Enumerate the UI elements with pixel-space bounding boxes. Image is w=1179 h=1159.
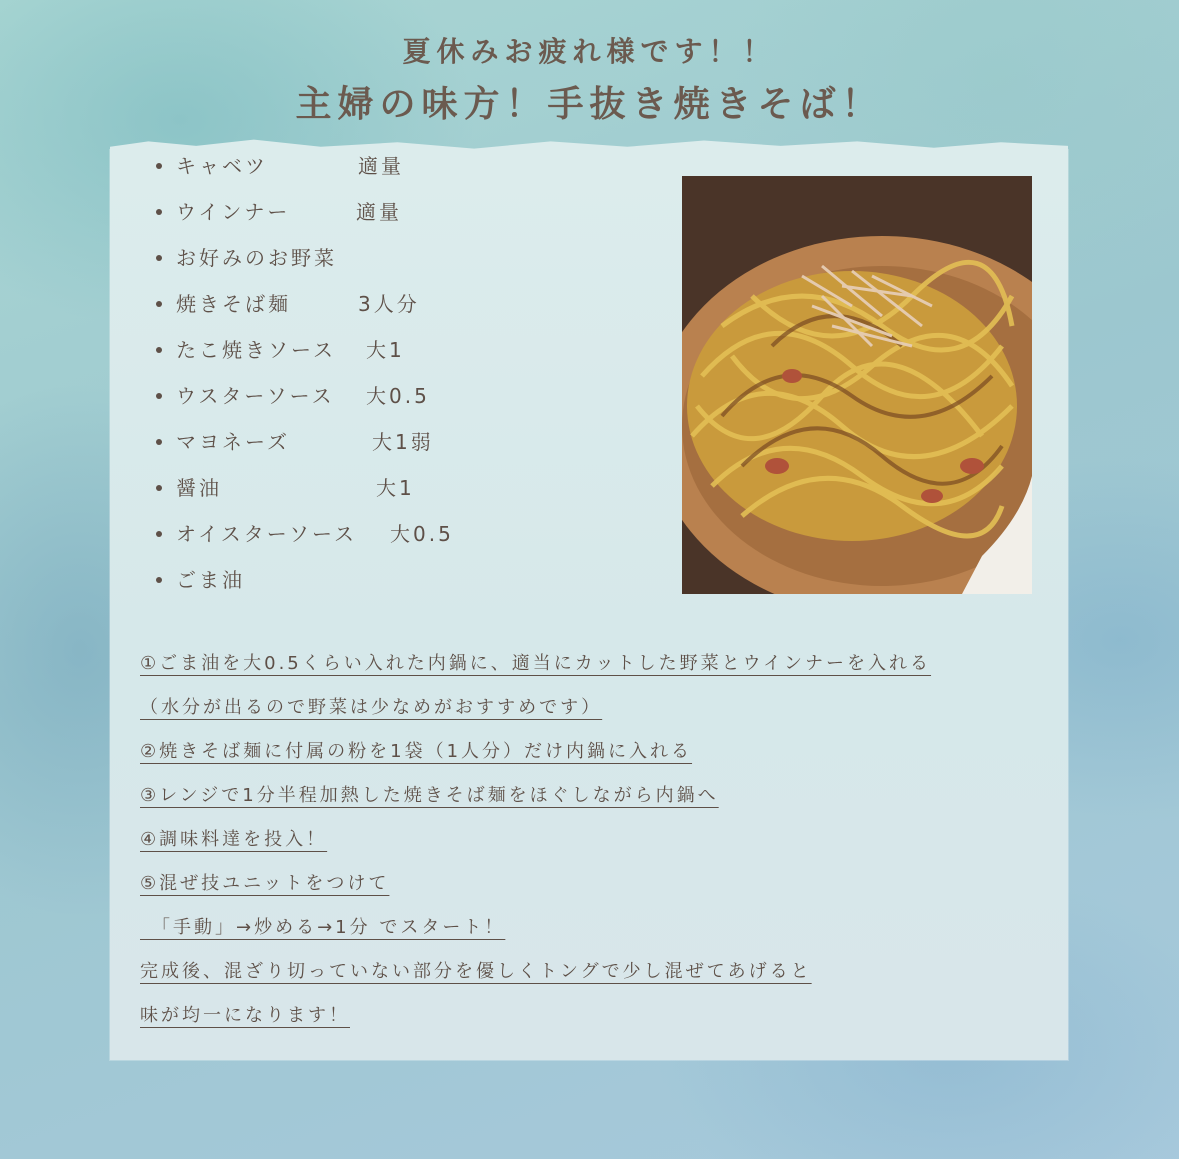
- instruction-text: ①ごま油を大0.5くらい入れた内鍋に、適当にカットした野菜とウインナーを入れる: [140, 653, 932, 674]
- instruction-line: [140, 740, 1020, 784]
- ingredient-amount: 大0.5: [366, 384, 430, 408]
- yakisoba-photo: [682, 176, 1032, 594]
- instruction-line: [140, 916, 1020, 960]
- ingredient-amount: 3人分: [358, 292, 420, 316]
- ingredient-name: 焼きそば麺: [176, 292, 291, 316]
- ingredient-name: マヨネーズ: [176, 430, 290, 454]
- ingredient-item: [150, 292, 420, 338]
- instruction-line: [140, 960, 1020, 1004]
- instruction-text: ③レンジで1分半程加熱した焼きそば麺をほぐしながら内鍋へ: [140, 785, 719, 806]
- instruction-line: [140, 696, 1020, 740]
- ingredient-amount: 大1: [366, 338, 405, 362]
- ingredient-name: キャベツ: [176, 154, 268, 178]
- instruction-text: ②焼きそば麺に付属の粉を1袋（1人分）だけ内鍋に入れる: [140, 741, 693, 762]
- ingredient-amount: 大1弱: [372, 430, 434, 454]
- ingredient-item: [150, 154, 404, 200]
- ingredient-name: ウインナー: [176, 200, 291, 224]
- ingredient-name: オイスターソース: [176, 522, 357, 546]
- ingredient-name: お好みのお野菜: [176, 246, 337, 270]
- subtitle: 夏休みお疲れ様です！！: [402, 35, 777, 68]
- ingredient-item: [150, 384, 430, 430]
- ingredient-name: ごま油: [176, 568, 245, 592]
- page-title: 主婦の味方！手抜き焼きそば！: [295, 84, 884, 125]
- ingredient-amount: 大0.5: [390, 522, 454, 546]
- ingredient-amount: 適量: [358, 154, 404, 178]
- instruction-line: [140, 872, 1020, 916]
- yakisoba-plate-illustration: [682, 176, 1032, 594]
- ingredient-item: [150, 522, 454, 568]
- instruction-text: 「手動」→炒める→1分 でスタート！: [140, 917, 506, 938]
- ingredient-amount: 適量: [356, 200, 402, 224]
- instruction-text: ⑤混ぜ技ユニットをつけて: [140, 873, 390, 894]
- instruction-text: （水分が出るので野菜は少なめがおすすめです）: [140, 697, 603, 718]
- ingredient-list: [150, 154, 454, 614]
- instructions: [140, 652, 1020, 1048]
- ingredient-item: [150, 476, 415, 522]
- instruction-text: 完成後、混ざり切っていない部分を優しくトングで少し混ぜてあげると: [140, 961, 812, 982]
- ingredient-item: [150, 430, 434, 476]
- ingredient-item: [150, 338, 405, 384]
- ingredient-item: [150, 568, 357, 614]
- ingredient-item: [150, 200, 402, 246]
- instruction-line: [140, 784, 1020, 828]
- instruction-line: [140, 828, 1020, 872]
- ingredient-item: [150, 246, 357, 292]
- ingredient-amount: 大1: [376, 476, 415, 500]
- instruction-text: 味が均一になります！: [140, 1005, 350, 1026]
- recipe-card: [110, 150, 1068, 1060]
- instruction-text: ④調味料達を投入！: [140, 829, 328, 850]
- ingredient-name: 醤油: [176, 476, 222, 500]
- instruction-line: [140, 652, 1020, 696]
- ingredient-name: たこ焼きソース: [176, 338, 336, 362]
- ingredient-name: ウスターソース: [176, 384, 335, 408]
- instruction-line: [140, 1004, 1020, 1048]
